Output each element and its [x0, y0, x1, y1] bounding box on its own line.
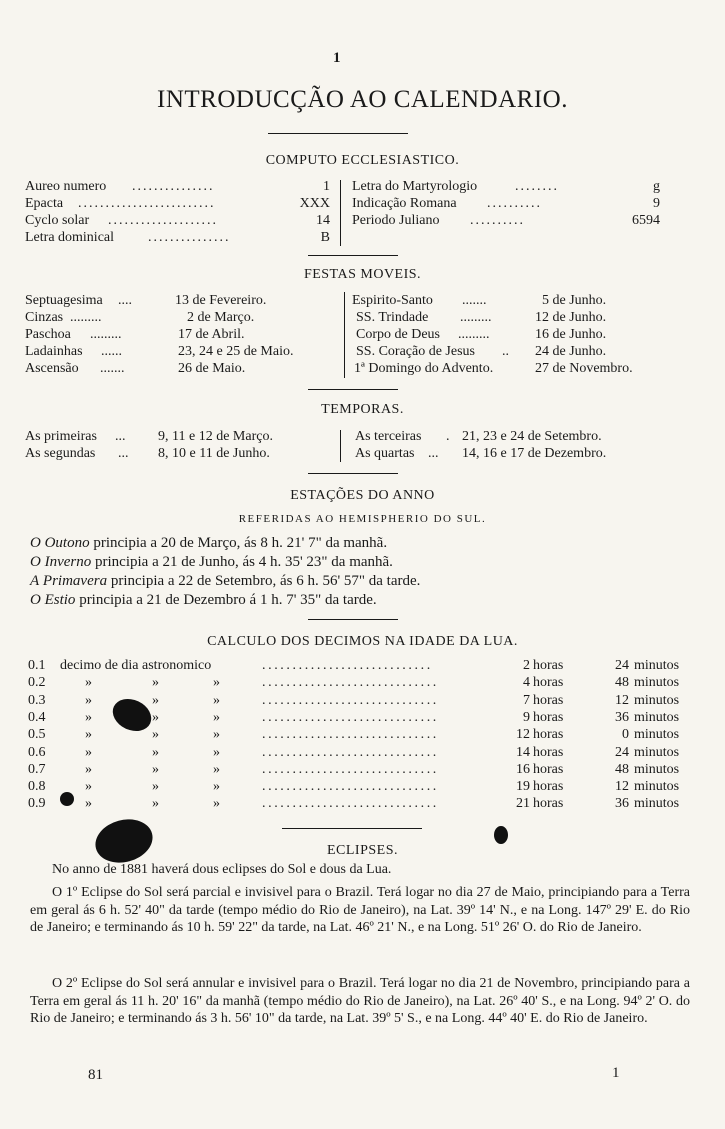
minutes-label: minutos: [634, 779, 680, 795]
ditto-mark: »: [152, 744, 159, 760]
hours-label: horas: [533, 779, 564, 795]
ditto-mark: »: [85, 761, 92, 777]
table-row: [0, 657, 725, 674]
divider: [308, 619, 398, 620]
leader-dots: ....: [118, 293, 132, 308]
leader-dots: ............................: [262, 658, 433, 673]
ditto-mark: »: [85, 675, 92, 691]
item-value: 14: [316, 213, 330, 228]
footer-left: 81: [88, 1067, 103, 1083]
minutes-value: 48: [615, 761, 629, 777]
ditto-mark: »: [85, 744, 92, 760]
item-label: SS. Trindade: [356, 310, 429, 325]
minutes-value: 24: [615, 744, 629, 760]
ditto-mark: »: [213, 779, 220, 795]
item-value: 1: [323, 179, 330, 194]
ditto-mark: »: [213, 796, 220, 812]
hours-label: horas: [533, 675, 564, 691]
leader-dots: .............................: [262, 675, 439, 691]
season-text: principia a 21 de Junho, ás 4 h. 35' 23" da manhã.: [95, 554, 393, 570]
minutes-value: 48: [615, 675, 629, 691]
minutes-value: 36: [615, 709, 629, 725]
item-value: 26 de Maio.: [178, 361, 246, 376]
eclipses-intro: No anno de 1881 haverá dous eclipses do Sol e dous da Lua.: [52, 862, 392, 877]
minutes-value: 12: [615, 692, 629, 708]
minutes-label: minutos: [634, 675, 680, 691]
estacoes-heading: ESTAÇÕES DO ANNO: [290, 488, 435, 503]
item-value: 24 de Junho.: [535, 344, 607, 359]
hours-label: horas: [533, 658, 564, 673]
leader-dots: ...............: [148, 230, 231, 245]
item-value: 27 de Novembro.: [535, 361, 633, 376]
item-label: Corpo de Deus: [356, 327, 440, 342]
season-name: Inverno: [44, 554, 92, 570]
list-item: [30, 572, 420, 591]
hours-label: horas: [533, 744, 564, 760]
item-label: Periodo Juliano: [352, 213, 440, 228]
paragraph-text: O 1º Eclipse do Sol será parcial e invisivel para o Brazil. Terá logar no dia 27 de Maio, principiando para a Terra em geral ás 6 h. 52' 40" da tarde (tempo médio do Rio de Janeiro), na Lat. 39º 14' N., e na Long. 147º 29' E. do Rio de Janeiro; e terminando ás 10 h. 59' 22" da tarde, na Lat. 46º 21' N., e na Long. 51º 26' O. do Rio de Janeiro.: [30, 885, 690, 935]
ditto-mark: »: [85, 727, 92, 743]
estacoes-subheading: REFERIDAS AO HEMISPHERIO DO SUL.: [238, 513, 487, 525]
item-label: Letra do Martyrologio: [352, 179, 478, 194]
decimal-label: decimo de dia astronomico: [60, 658, 212, 673]
festas-heading: FESTAS MOVEIS.: [303, 267, 422, 282]
item-label: Espirito-Santo: [352, 293, 433, 308]
hours-label: horas: [533, 796, 564, 812]
leader-dots: .............................: [262, 796, 439, 812]
paragraph-text: O 2º Eclipse do Sol será annular e invisivel para o Brazil. Terá logar no dia 21 de Novembro, principiando para a Terra em geral ás 11 h. 20' 16" da manhã (tempo médio do Rio de Janeiro), na Lat. 26º 40' S., e na Long. 94º 2' O. do Rio de Janeiro; e terminando ás 3 h. 56' 10" da tarde, na Lat. 39º 5' S., e na Long. 44º 40' E. do Rio de Janeiro.: [30, 976, 690, 1026]
item-label: As quartas: [355, 446, 415, 461]
ditto-mark: »: [85, 779, 92, 795]
ditto-mark: »: [152, 727, 159, 743]
table-row: [0, 692, 725, 709]
minutes-label: minutos: [634, 796, 680, 812]
leader-dots: .........: [460, 310, 492, 325]
item-label: Ascensão: [25, 361, 79, 376]
item-value: 12 de Junho.: [535, 310, 607, 325]
item-value: 16 de Junho.: [535, 327, 607, 342]
estacoes-section: [30, 534, 420, 610]
leader-dots: ....................: [108, 213, 218, 228]
item-label: As segundas: [25, 446, 96, 461]
list-item: [30, 591, 420, 610]
decimal-value: 0.3: [28, 692, 46, 708]
column-divider: [344, 292, 345, 378]
list-item: [0, 326, 725, 343]
divider: [308, 473, 398, 474]
leader-dots: .............................: [262, 779, 439, 795]
season-article: O: [30, 554, 41, 570]
ditto-mark: »: [152, 796, 159, 812]
item-label: Cyclo solar: [25, 213, 90, 228]
item-label: SS. Coração de Jesus: [356, 344, 475, 359]
column-divider: [340, 430, 341, 462]
season-name: Primavera: [42, 573, 108, 589]
ink-blot: [91, 813, 158, 869]
decimal-value: 0.6: [28, 744, 46, 760]
leader-dots: .: [446, 429, 450, 444]
leader-dots: .............................: [262, 761, 439, 777]
ditto-mark: »: [152, 779, 159, 795]
season-article: O: [30, 535, 41, 551]
decimal-value: 0.7: [28, 761, 46, 777]
minutes-value: 12: [615, 779, 629, 795]
item-value: 9, 11 e 12 de Março.: [158, 429, 273, 444]
hours-value: 14: [516, 744, 530, 760]
decimal-value: 0.4: [28, 709, 46, 725]
item-label: Indicação Romana: [352, 196, 457, 211]
decimal-value: 0.1: [28, 658, 46, 673]
hours-value: 16: [516, 761, 530, 777]
column-divider: [340, 180, 341, 246]
leader-dots: .............................: [262, 744, 439, 760]
item-value: 2 de Março.: [187, 310, 255, 325]
minutes-label: minutos: [634, 744, 680, 760]
item-label: 1ª Domingo do Advento.: [354, 361, 494, 376]
table-row: [0, 761, 725, 778]
decimal-value: 0.5: [28, 727, 46, 743]
decimal-value: 0.8: [28, 779, 46, 795]
leader-dots: ........: [515, 179, 559, 194]
hours-label: horas: [533, 692, 564, 708]
ink-blot: [60, 792, 74, 806]
list-item: [0, 428, 725, 445]
ditto-mark: »: [152, 761, 159, 777]
minutes-value: 36: [615, 796, 629, 812]
divider: [268, 133, 408, 134]
ditto-mark: »: [213, 761, 220, 777]
item-value: 8, 10 e 11 de Junho.: [158, 446, 270, 461]
minutes-value: 0: [622, 727, 629, 743]
leader-dots: .......: [462, 293, 487, 308]
item-value: 6594: [632, 213, 660, 228]
table-row: [0, 778, 725, 795]
leader-dots: .............................: [262, 692, 439, 708]
ditto-mark: »: [85, 709, 92, 725]
leader-dots: ...: [428, 446, 439, 461]
list-item: [0, 343, 725, 360]
divider: [282, 828, 422, 829]
hours-label: horas: [533, 709, 564, 725]
hours-value: 9: [523, 709, 530, 725]
item-value: 9: [653, 196, 660, 211]
leader-dots: ...............: [132, 179, 215, 194]
ink-blot: [494, 826, 508, 844]
leader-dots: .............................: [262, 709, 439, 725]
table-row: [0, 726, 725, 743]
season-text: principia a 21 de Dezembro á 1 h. 7' 35" da tarde.: [79, 592, 377, 608]
item-value: 14, 16 e 17 de Dezembro.: [462, 446, 607, 461]
ditto-mark: »: [213, 709, 220, 725]
item-label: As primeiras: [25, 429, 97, 444]
list-item: [0, 292, 725, 309]
item-value: 21, 23 e 24 de Setembro.: [462, 429, 602, 444]
ditto-mark: »: [213, 675, 220, 691]
leader-dots: .........: [458, 327, 490, 342]
divider: [308, 255, 398, 256]
computo-heading: COMPUTO ECCLESIASTICO.: [265, 153, 460, 168]
hours-value: 4: [523, 675, 530, 691]
ditto-mark: »: [213, 727, 220, 743]
decimal-value: 0.2: [28, 675, 46, 691]
ditto-mark: »: [85, 796, 92, 812]
hours-value: 2: [523, 658, 530, 673]
table-row: [0, 795, 725, 812]
hours-label: horas: [533, 761, 564, 777]
minutes-label: minutos: [634, 761, 680, 777]
minutes-label: minutos: [634, 692, 680, 708]
leader-dots: ..........: [487, 196, 542, 211]
season-name: Estio: [44, 592, 76, 608]
leader-dots: ..: [502, 344, 509, 359]
item-value: 23, 24 e 25 de Maio.: [178, 344, 294, 359]
item-label: Paschoa: [25, 327, 71, 342]
leader-dots: ..........: [470, 213, 525, 228]
leader-dots: .........: [90, 327, 122, 342]
minutes-label: minutos: [634, 709, 680, 725]
minutes-label: minutos: [634, 658, 680, 673]
ditto-mark: »: [213, 744, 220, 760]
item-label: Septuagesima: [25, 293, 103, 308]
page-number: 1: [333, 50, 341, 66]
eclipse-paragraph-1: [30, 884, 690, 937]
page-title: INTRODUCÇÃO AO CALENDARIO.: [157, 86, 568, 113]
eclipses-heading: ECLIPSES.: [326, 843, 398, 858]
season-name: Outono: [44, 535, 90, 551]
list-item: [0, 229, 725, 246]
item-value: g: [653, 179, 660, 194]
leader-dots: ......: [101, 344, 122, 359]
item-label: Cinzas: [25, 310, 64, 325]
item-label: Epacta: [25, 196, 64, 211]
season-text: principia a 22 de Setembro, ás 6 h. 56' 57" da tarde.: [110, 573, 421, 589]
leader-dots: ...: [115, 429, 126, 444]
divider: [308, 389, 398, 390]
list-item: [0, 445, 725, 462]
hours-label: horas: [533, 727, 564, 743]
item-value: 13 de Fevereiro.: [175, 293, 267, 308]
ditto-mark: »: [152, 709, 159, 725]
minutes-label: minutos: [634, 727, 680, 743]
list-item: [0, 212, 725, 229]
season-article: A: [30, 573, 40, 589]
item-label: Ladainhas: [25, 344, 83, 359]
season-article: O: [30, 592, 41, 608]
table-row: [0, 709, 725, 726]
ditto-mark: »: [85, 692, 92, 708]
minutes-value: 24: [615, 658, 629, 673]
ditto-mark: »: [152, 692, 159, 708]
table-row: [0, 674, 725, 691]
hours-value: 21: [516, 796, 530, 812]
leader-dots: .........: [70, 310, 102, 325]
leader-dots: ...: [118, 446, 129, 461]
list-item: [30, 553, 420, 572]
hours-value: 12: [516, 727, 530, 743]
hours-value: 7: [523, 692, 530, 708]
eclipse-paragraph-2: [30, 975, 690, 1028]
list-item: [0, 178, 725, 195]
list-item: [30, 534, 420, 553]
ditto-mark: »: [152, 675, 159, 691]
list-item: [0, 309, 725, 326]
table-row: [0, 744, 725, 761]
temporas-heading: TEMPORAS.: [321, 402, 404, 417]
ditto-mark: »: [213, 692, 220, 708]
season-text: principia a 20 de Março, ás 8 h. 21' 7" da manhã.: [93, 535, 388, 551]
item-value: 5 de Junho.: [542, 293, 607, 308]
calculo-heading: CALCULO DOS DECIMOS NA IDADE DA LUA.: [207, 634, 518, 649]
item-label: As terceiras: [355, 429, 422, 444]
leader-dots: .........................: [78, 196, 216, 211]
hours-value: 19: [516, 779, 530, 795]
item-label: Aureo numero: [25, 179, 107, 194]
leader-dots: .............................: [262, 727, 439, 743]
decimal-value: 0.9: [28, 796, 46, 812]
item-label: Letra dominical: [25, 230, 115, 245]
item-value: B: [320, 230, 330, 245]
item-value: 17 de Abril.: [178, 327, 245, 342]
item-value: XXX: [299, 196, 330, 211]
footer-right: 1: [612, 1065, 620, 1081]
list-item: [0, 195, 725, 212]
list-item: [0, 360, 725, 377]
leader-dots: .......: [100, 361, 125, 376]
